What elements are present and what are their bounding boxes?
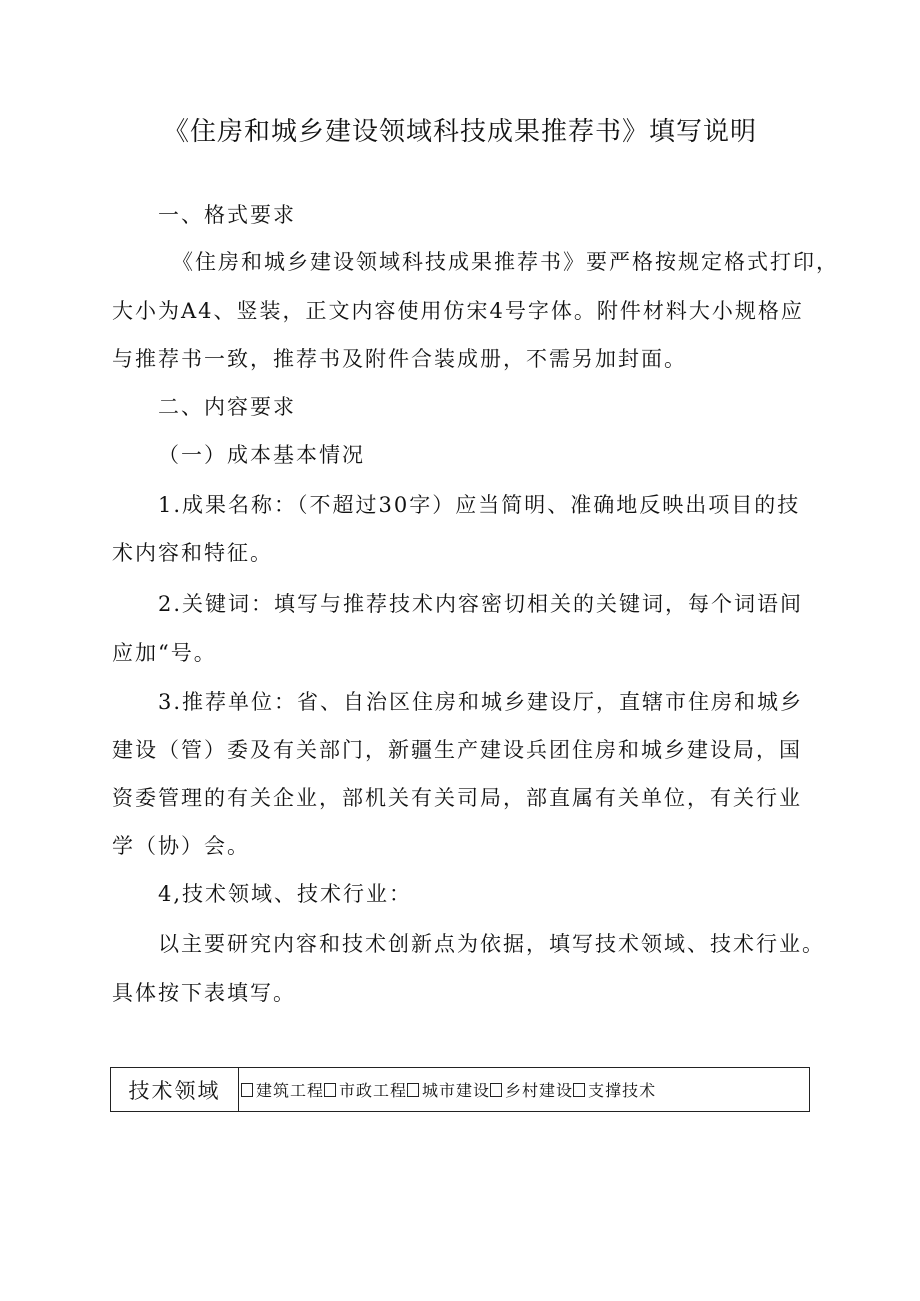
item-4-heading: 4,技术领域、技术行业： xyxy=(158,882,413,906)
option-urban-construction[interactable] xyxy=(407,1078,490,1101)
option-label: 乡村建设 xyxy=(505,1081,574,1100)
subsection-heading: （一）成本基本情况 xyxy=(158,443,365,467)
item-3-line: 建设（管）委及有关部门，新疆生产建设兵团住房和城乡建设局，国 xyxy=(112,738,802,762)
document-title: 《住房和城乡建设领域科技成果推荐书》填写说明 xyxy=(162,117,757,147)
item-2-line: 2.关键词：填写与推荐技术内容密切相关的关键词，每个词语间 xyxy=(158,592,804,616)
option-label: 支撑技术 xyxy=(588,1081,657,1100)
paragraph-line: 大小为A4、竖装，正文内容使用仿宋4号字体。附件材料大小规格应 xyxy=(112,299,804,323)
checkbox-icon[interactable] xyxy=(324,1083,336,1097)
item-1-line: 1.成果名称：（不超过30字）应当简明、准确地反映出项目的技 xyxy=(158,493,801,517)
tech-field-options xyxy=(239,1068,809,1111)
item-3-line: 学（协）会。 xyxy=(112,834,250,858)
option-rural-construction[interactable] xyxy=(490,1078,573,1101)
option-label: 城市建设 xyxy=(422,1081,491,1100)
checkbox-icon[interactable] xyxy=(407,1083,419,1097)
checkbox-icon[interactable] xyxy=(490,1083,502,1097)
section-heading-format: 一、格式要求 xyxy=(158,203,296,227)
option-label: 市政工程 xyxy=(339,1081,408,1100)
paragraph-line: 《住房和城乡建设领域科技成果推荐书》要严格按规定格式打印， xyxy=(172,250,839,274)
section-heading-content: 二、内容要求 xyxy=(158,395,296,419)
option-building-engineering[interactable] xyxy=(241,1078,324,1101)
item-1-line: 术内容和特征。 xyxy=(112,541,273,565)
tech-field-table xyxy=(110,1067,810,1112)
checkbox-icon[interactable] xyxy=(573,1083,585,1097)
option-supporting-technology[interactable] xyxy=(573,1078,656,1101)
item-4-line: 以主要研究内容和技术创新点为依据，填写技术领域、技术行业。 xyxy=(158,932,825,956)
item-4-line: 具体按下表填写。 xyxy=(112,981,296,1005)
checkbox-icon[interactable] xyxy=(241,1083,253,1097)
option-municipal-engineering[interactable] xyxy=(324,1078,407,1101)
option-label: 建筑工程 xyxy=(256,1081,325,1100)
item-3-line: 资委管理的有关企业，部机关有关司局，部直属有关单位，有关行业 xyxy=(112,786,802,810)
item-3-line: 3.推荐单位：省、自治区住房和城乡建设厅，直辖市住房和城乡 xyxy=(158,690,804,714)
item-2-line: 应加“号。 xyxy=(112,641,217,665)
tech-field-label: 技术领域 xyxy=(111,1068,239,1111)
paragraph-line: 与推荐书一致，推荐书及附件合装成册，不需另加封面。 xyxy=(112,347,687,371)
